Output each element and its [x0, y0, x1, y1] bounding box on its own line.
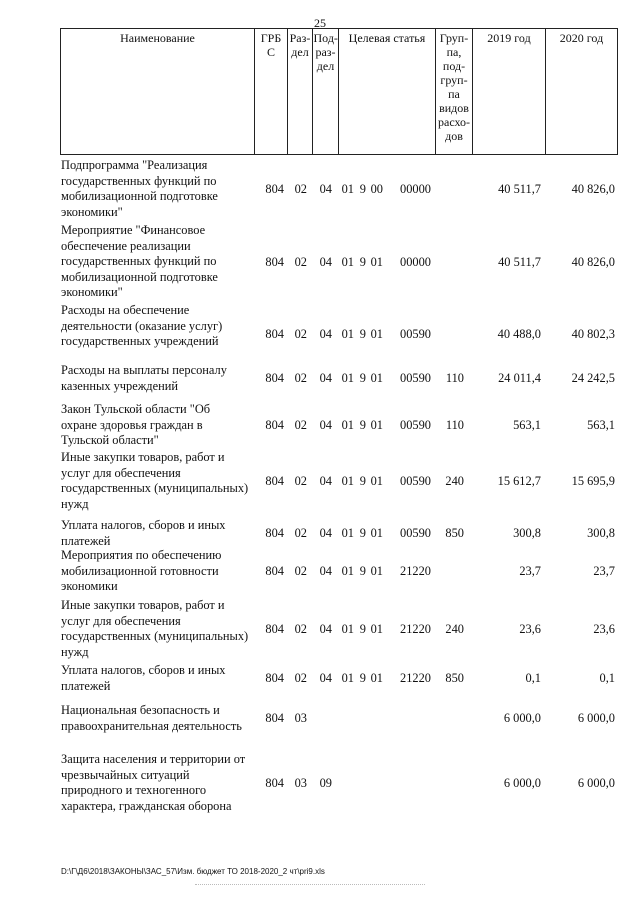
- cell-2020: 0,1: [599, 671, 615, 685]
- header-group: [435, 28, 472, 155]
- cell-2020: 563,1: [587, 418, 615, 432]
- cell-razdel: 02: [294, 622, 307, 636]
- cell-target-2: 9: [359, 526, 366, 540]
- cell-grbs: 804: [265, 526, 284, 540]
- cell-target-4: 21220: [400, 622, 431, 636]
- cell-target-1: 01: [341, 327, 354, 341]
- cell-podrazdel: 04: [319, 622, 332, 636]
- cell-2020: 40 826,0: [571, 182, 615, 196]
- page-number: 25: [314, 16, 326, 30]
- cell-group: 850: [445, 671, 464, 685]
- cell-razdel: 02: [294, 564, 307, 578]
- cell-group: 240: [445, 474, 464, 488]
- cell-podrazdel: 04: [319, 564, 332, 578]
- cell-2019: 24 011,4: [498, 371, 541, 385]
- cell-2020: 15 695,9: [571, 474, 615, 488]
- header-grbs: [254, 28, 287, 155]
- cell-2019: 6 000,0: [503, 776, 541, 790]
- cell-target-3: 01: [370, 474, 383, 488]
- header-razdel: [287, 28, 312, 155]
- cell-name: Иные закупки товаров, работ и услуг для обеспечения государственных (муниципальных) нужд: [61, 450, 249, 511]
- cell-razdel: 02: [294, 327, 307, 341]
- cell-target-1: 01: [341, 371, 354, 385]
- cell-target-4: 00590: [400, 526, 431, 540]
- header-podrazdel-label: Под- раз- дел: [313, 31, 338, 73]
- cell-razdel: 03: [294, 776, 307, 790]
- cell-name: Мероприятие "Финансовое обеспечение реализации государственных функций по мобилизационной подготовке экономики": [61, 223, 218, 300]
- cell-name: Уплата налогов, сборов и иных платежей: [61, 663, 226, 693]
- cell-2020: 23,6: [593, 622, 615, 636]
- cell-target-3: 01: [370, 255, 383, 269]
- cell-name: Расходы на выплаты персоналу казенных учреждений: [61, 363, 227, 393]
- cell-target-2: 9: [359, 182, 366, 196]
- footer-filepath: D:\Г\Д6\2018\ЗАКОНЫ\ЗАС_57\Изм. бюджет ТО 2018-2020_2 чт\pri9.xls: [61, 867, 325, 876]
- cell-podrazdel: 04: [319, 671, 332, 685]
- cell-target-1: 01: [341, 526, 354, 540]
- header-2019: [472, 28, 545, 155]
- cell-target-3: 00: [370, 182, 383, 196]
- cell-target-1: 01: [341, 474, 354, 488]
- header-target-label: Целевая статья: [348, 31, 426, 45]
- cell-target-1: 01: [341, 255, 354, 269]
- cell-target-2: 9: [359, 418, 366, 432]
- cell-group: 240: [445, 622, 464, 636]
- cell-target-3: 01: [370, 327, 383, 341]
- cell-target-3: 01: [370, 622, 383, 636]
- cell-podrazdel: 04: [319, 474, 332, 488]
- cell-target-4: 21220: [400, 564, 431, 578]
- cell-name: Уплата налогов, сборов и иных платежей: [61, 518, 226, 548]
- cell-target-4: 00590: [400, 474, 431, 488]
- cell-2020: 40 826,0: [571, 255, 615, 269]
- cell-grbs: 804: [265, 776, 284, 790]
- cell-target-4: 00000: [400, 182, 431, 196]
- header-name: [60, 28, 254, 155]
- cell-target-2: 9: [359, 327, 366, 341]
- cell-podrazdel: 04: [319, 327, 332, 341]
- cell-2020: 6 000,0: [577, 776, 615, 790]
- cell-grbs: 804: [265, 327, 284, 341]
- cell-target-4: 21220: [400, 671, 431, 685]
- cell-target-3: 01: [370, 526, 383, 540]
- cell-name: Закон Тульской области "Об охране здоровья граждан в Тульской области": [61, 402, 211, 448]
- cell-razdel: 02: [294, 526, 307, 540]
- cell-target-4: 00000: [400, 255, 431, 269]
- header-2019-label: 2019 год: [487, 31, 531, 45]
- scan-noise: [195, 884, 425, 885]
- cell-target-2: 9: [359, 255, 366, 269]
- cell-2019: 23,6: [519, 622, 541, 636]
- cell-razdel: 02: [294, 182, 307, 196]
- cell-2019: 40 511,7: [498, 255, 541, 269]
- cell-grbs: 804: [265, 418, 284, 432]
- cell-razdel: 02: [294, 418, 307, 432]
- cell-2020: 23,7: [593, 564, 615, 578]
- cell-target-3: 01: [370, 418, 383, 432]
- cell-razdel: 03: [294, 711, 307, 725]
- cell-2019: 300,8: [513, 526, 541, 540]
- cell-name: Национальная безопасность и правоохранительная деятельность: [61, 703, 242, 733]
- cell-podrazdel: 09: [319, 776, 332, 790]
- header-2020: [545, 28, 618, 155]
- cell-2019: 0,1: [525, 671, 541, 685]
- cell-grbs: 804: [265, 711, 284, 725]
- cell-razdel: 02: [294, 474, 307, 488]
- cell-target-3: 01: [370, 371, 383, 385]
- cell-grbs: 804: [265, 182, 284, 196]
- cell-target-4: 00590: [400, 327, 431, 341]
- cell-razdel: 02: [294, 371, 307, 385]
- cell-podrazdel: 04: [319, 418, 332, 432]
- cell-target-2: 9: [359, 671, 366, 685]
- cell-group: 110: [445, 371, 464, 385]
- cell-target-4: 00590: [400, 418, 431, 432]
- cell-target-2: 9: [359, 371, 366, 385]
- cell-target-1: 01: [341, 671, 354, 685]
- cell-target-2: 9: [359, 564, 366, 578]
- cell-target-2: 9: [359, 622, 366, 636]
- cell-podrazdel: 04: [319, 255, 332, 269]
- cell-group: 850: [445, 526, 464, 540]
- header-target: [338, 28, 435, 155]
- cell-name: Мероприятия по обеспечению мобилизационной готовности экономики: [61, 548, 222, 594]
- cell-name: Иные закупки товаров, работ и услуг для обеспечения государственных (муниципальных) нужд: [61, 598, 249, 659]
- cell-2019: 6 000,0: [503, 711, 541, 725]
- header-razdel-label: Раз- дел: [289, 31, 311, 59]
- cell-2019: 15 612,7: [497, 474, 541, 488]
- cell-grbs: 804: [265, 622, 284, 636]
- cell-razdel: 02: [294, 671, 307, 685]
- cell-grbs: 804: [265, 564, 284, 578]
- cell-name: Расходы на обеспечение деятельности (оказание услуг) государственных учреждений: [61, 303, 223, 349]
- cell-2019: 40 511,7: [498, 182, 541, 196]
- cell-target-1: 01: [341, 182, 354, 196]
- cell-2020: 24 242,5: [571, 371, 615, 385]
- cell-grbs: 804: [265, 474, 284, 488]
- header-grbs-label: ГРБ С: [260, 31, 282, 59]
- cell-grbs: 804: [265, 371, 284, 385]
- cell-target-3: 01: [370, 564, 383, 578]
- cell-2020: 6 000,0: [577, 711, 615, 725]
- cell-2019: 23,7: [519, 564, 541, 578]
- cell-2020: 40 802,3: [571, 327, 615, 341]
- cell-target-2: 9: [359, 474, 366, 488]
- cell-2019: 40 488,0: [497, 327, 541, 341]
- cell-target-4: 00590: [400, 371, 431, 385]
- header-2020-label: 2020 год: [559, 31, 604, 45]
- header-podrazdel: [312, 28, 338, 155]
- cell-podrazdel: 04: [319, 371, 332, 385]
- cell-name: Подпрограмма "Реализация государственных функций по мобилизационной подготовке экономики": [61, 158, 218, 219]
- cell-target-1: 01: [341, 564, 354, 578]
- cell-target-1: 01: [341, 622, 354, 636]
- cell-target-3: 01: [370, 671, 383, 685]
- cell-razdel: 02: [294, 255, 307, 269]
- cell-grbs: 804: [265, 671, 284, 685]
- cell-target-1: 01: [341, 418, 354, 432]
- header-group-label: Груп- па, под- груп- па видов расхо- дов: [438, 31, 471, 143]
- cell-2019: 563,1: [513, 418, 541, 432]
- cell-podrazdel: 04: [319, 526, 332, 540]
- cell-podrazdel: 04: [319, 182, 332, 196]
- cell-grbs: 804: [265, 255, 284, 269]
- cell-2020: 300,8: [587, 526, 615, 540]
- header-name-label: Наименование: [120, 31, 195, 45]
- cell-name: Защита населения и территории от чрезвычайных ситуаций природного и техногенного характера, гражданская оборона: [61, 752, 246, 813]
- cell-group: 110: [445, 418, 464, 432]
